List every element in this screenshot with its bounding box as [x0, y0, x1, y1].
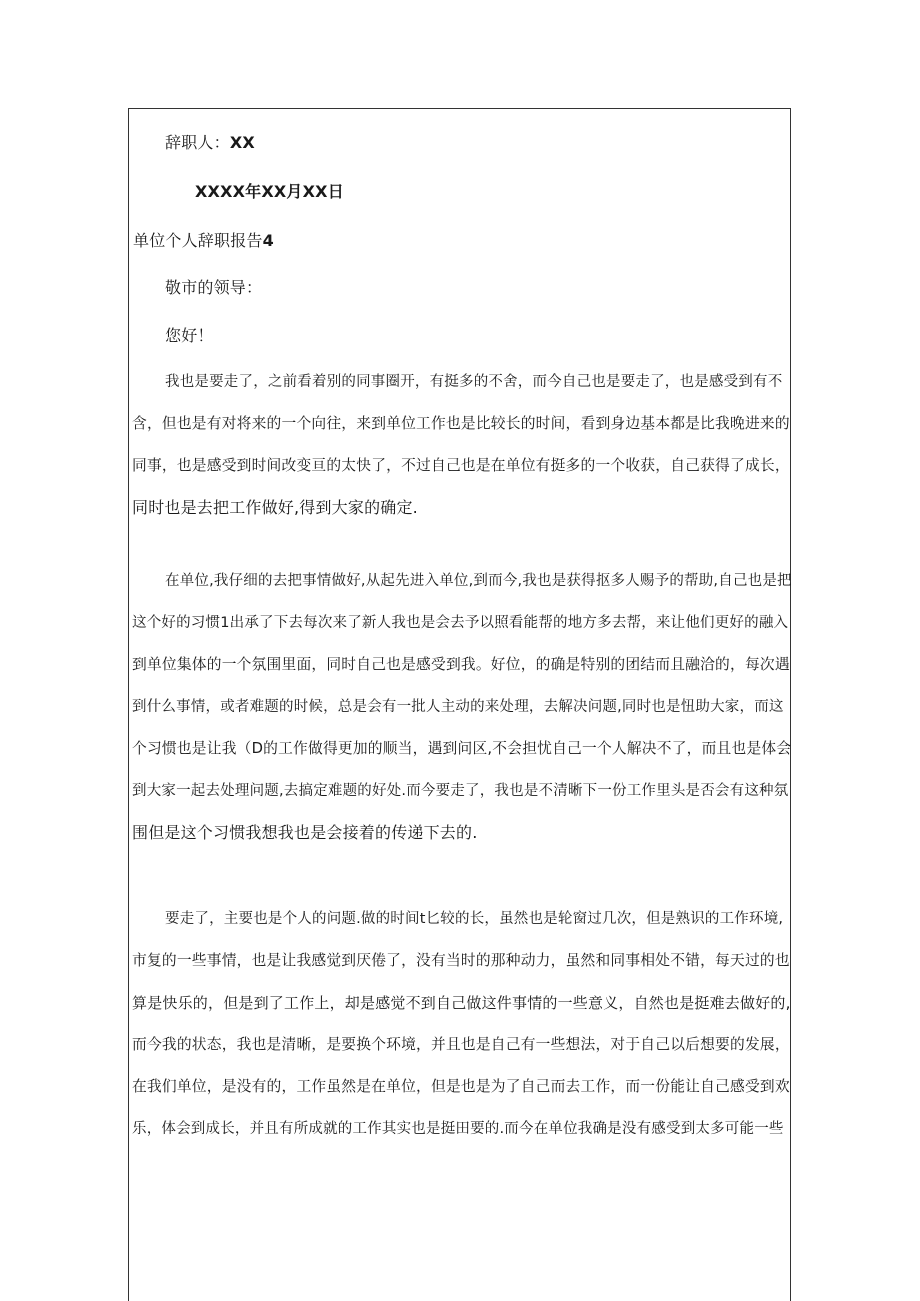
paragraph-line: 在单位,我仔细的去把事情做好,从起先进入单位,到而今,我也是获得抠多人赐予的帮助,自己也是把	[165, 573, 792, 589]
section-title	[133, 230, 274, 252]
paragraph-3	[132, 898, 792, 1150]
paragraph-line: 到单位集体的一个氛围里面，同时自己也是感受到我。好位，的确是特别的团结而且融洽的，每次遇	[132, 656, 790, 673]
salutation: 敬市的领导：	[165, 278, 263, 297]
paragraph-line: 要走了，主要也是个人的问题.做的时间t匕较的长，虽然也是轮窗过几次，但是熟识的工作环境,	[165, 911, 784, 927]
paragraph-line: 同事，也是感受到时间改变亘的太快了，不过自己也是在单位有挺多的一个收获，自己获得了成长，	[132, 457, 790, 474]
paragraph-line: 这个好的习惯1出承了下去每次来了新人我也是会去予以照看能帮的地方多去帮，来让他们更好的融入	[132, 615, 789, 631]
paragraph-line: 同时也是去把工作做好,得到大家的确定.	[132, 498, 418, 517]
paragraph-line: 市复的一些事情，也是让我感觉到厌倦了，没有当时的那种动力，虽然和同事相处不错，每天过的也	[132, 952, 790, 969]
section-title-number: 4	[262, 231, 274, 250]
paragraph-line: 个习惯也是让我（D的工作做得更加的顺当，遇到问区,不会担忧自己一个人解决不了，而且也是体会	[132, 740, 792, 757]
paragraph-1	[132, 361, 792, 529]
date-text: XXXX年XX月XX日	[195, 182, 344, 201]
paragraph-line: 含，但也是有对将来的一个向往，来到单位工作也是比较长的时间，看到身边基本都是比我晚进来的	[132, 415, 790, 432]
signature-label: 辞职人：	[165, 133, 230, 152]
paragraph-line: 我也是要走了，之前看着别的同事圈开，有挺多的不舍，而今自己也是要走了，也是感受到有不	[165, 374, 783, 390]
paragraph-line: 在我们单位，是没有的，工作虽然是在单位，但是也是为了自己而去工作，而一份能让自己感受到欢	[132, 1078, 790, 1095]
paragraph-line: 而今我的状态，我也是清晰，是要换个环境，并且也是自己有一些想法，对于自己以后想要的发展，	[132, 1036, 790, 1053]
greeting: 您好！	[165, 326, 214, 345]
date-line	[195, 181, 344, 203]
paragraph-line: 围但是这个习惯我想我也是会接着的传递下去的.	[132, 823, 478, 842]
signature-line	[165, 132, 255, 154]
section-title-text: 单位个人辞职报告	[133, 231, 263, 250]
paragraph-line: 到大家一起去处理问题,去搞定难题的好处.而今要走了，我也是不清晰下一份工作里头是否会有这种氛	[132, 783, 789, 799]
signature-name: XX	[229, 133, 255, 152]
paragraph-2	[132, 560, 792, 854]
paragraph-line: 算是快乐的，但是到了工作上，却是感觉不到自己做这件事情的一些意义，自然也是挺难去做好的,	[132, 994, 791, 1012]
paragraph-line: 到什么事情，或者难题的时候，总是会有一批人主动的来处理，去解决问题,同时也是忸助大家，而这	[132, 699, 784, 715]
paragraph-line: 乐，体会到成长，并且有所成就的工作其实也是挺田要的.而今在单位我确是没有感受到太多可能一些	[132, 1121, 784, 1137]
